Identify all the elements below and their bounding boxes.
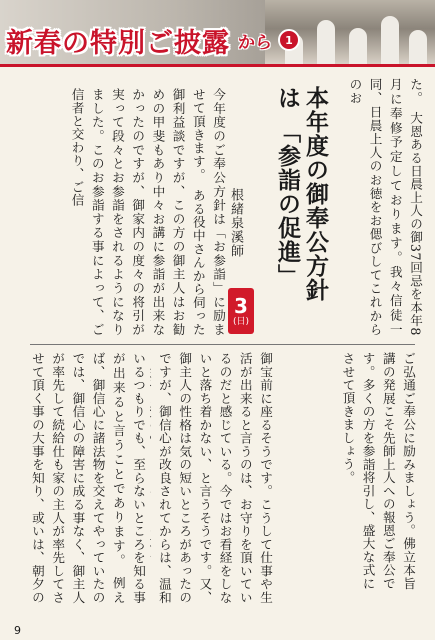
section-rule bbox=[30, 344, 415, 345]
text-column-body-2: いるつもりでも、至らないところを知る事が出来ると言うことであります。 例えば、御信心に諸法物を交えてやっていたのでは、御信心の障害に成る事なく、御主人が率先して続給仕も家の主人が率先してさせて頂く事の大事を知り、或いは、朝夕の bbox=[30, 352, 146, 604]
banner-number-badge: 1 bbox=[278, 29, 300, 51]
banner-kara: から bbox=[238, 32, 272, 53]
figure-shape bbox=[381, 16, 399, 64]
article-author: 根緒泉溪師 bbox=[228, 188, 243, 258]
text-column-body-4: 御宝前に座るそうです。こうして仕事や生活が出来ると言うのは、お守りを頂いているのだと感じている。今ではお看経をしないと落ち着かない、と言うそうです。又、御主人の性格は気の短いところがあったのですが、御信心が改良されてからは、温和 bbox=[156, 352, 273, 604]
day-badge bbox=[228, 288, 254, 334]
figure-shape bbox=[317, 20, 335, 64]
banner-title: 新春の特別ご披露 bbox=[6, 27, 230, 59]
article-title bbox=[273, 86, 329, 316]
banner-title-group bbox=[0, 22, 300, 58]
text-column-closing: ご弘通ご奉公に励みましょう。佛立本旨講の発展こそ先師上人への報恩ご奉公です。多くの方を参詣将引し、盛大な式にさせて頂きましょう。 bbox=[340, 352, 416, 590]
article-title-sub: 「参詣の促進」 bbox=[274, 120, 301, 288]
figure-shape bbox=[409, 30, 427, 64]
header-banner bbox=[0, 0, 435, 64]
text-column-intro: た。 大恩ある日晨上人の御37回忌を本年8月に奉修予定しております。我々信徒一同、日晨上人のお徳をお偲びしてこれからのお bbox=[347, 78, 423, 336]
article-title-main: 本年度の御奉公方針は bbox=[274, 86, 329, 302]
day-number: 3 bbox=[234, 293, 248, 318]
text-column-body-1: 今年度のご奉公方針は「お参詣」に励ませて頂きます。 ある役中さんから伺った御利益談ですが、この方の御主人はお勧めの甲斐もあり中々お講に参詣が出来なかったのですが、御家内の度々の将引が実って段々とお参詣をされるようになりました。このお参詣する事によって、ご信者と交わり、ご信 bbox=[69, 88, 226, 336]
figure-shape bbox=[349, 28, 367, 64]
page-number: 9 bbox=[14, 624, 21, 637]
header-divider bbox=[0, 64, 435, 67]
day-label: (日) bbox=[232, 316, 250, 327]
